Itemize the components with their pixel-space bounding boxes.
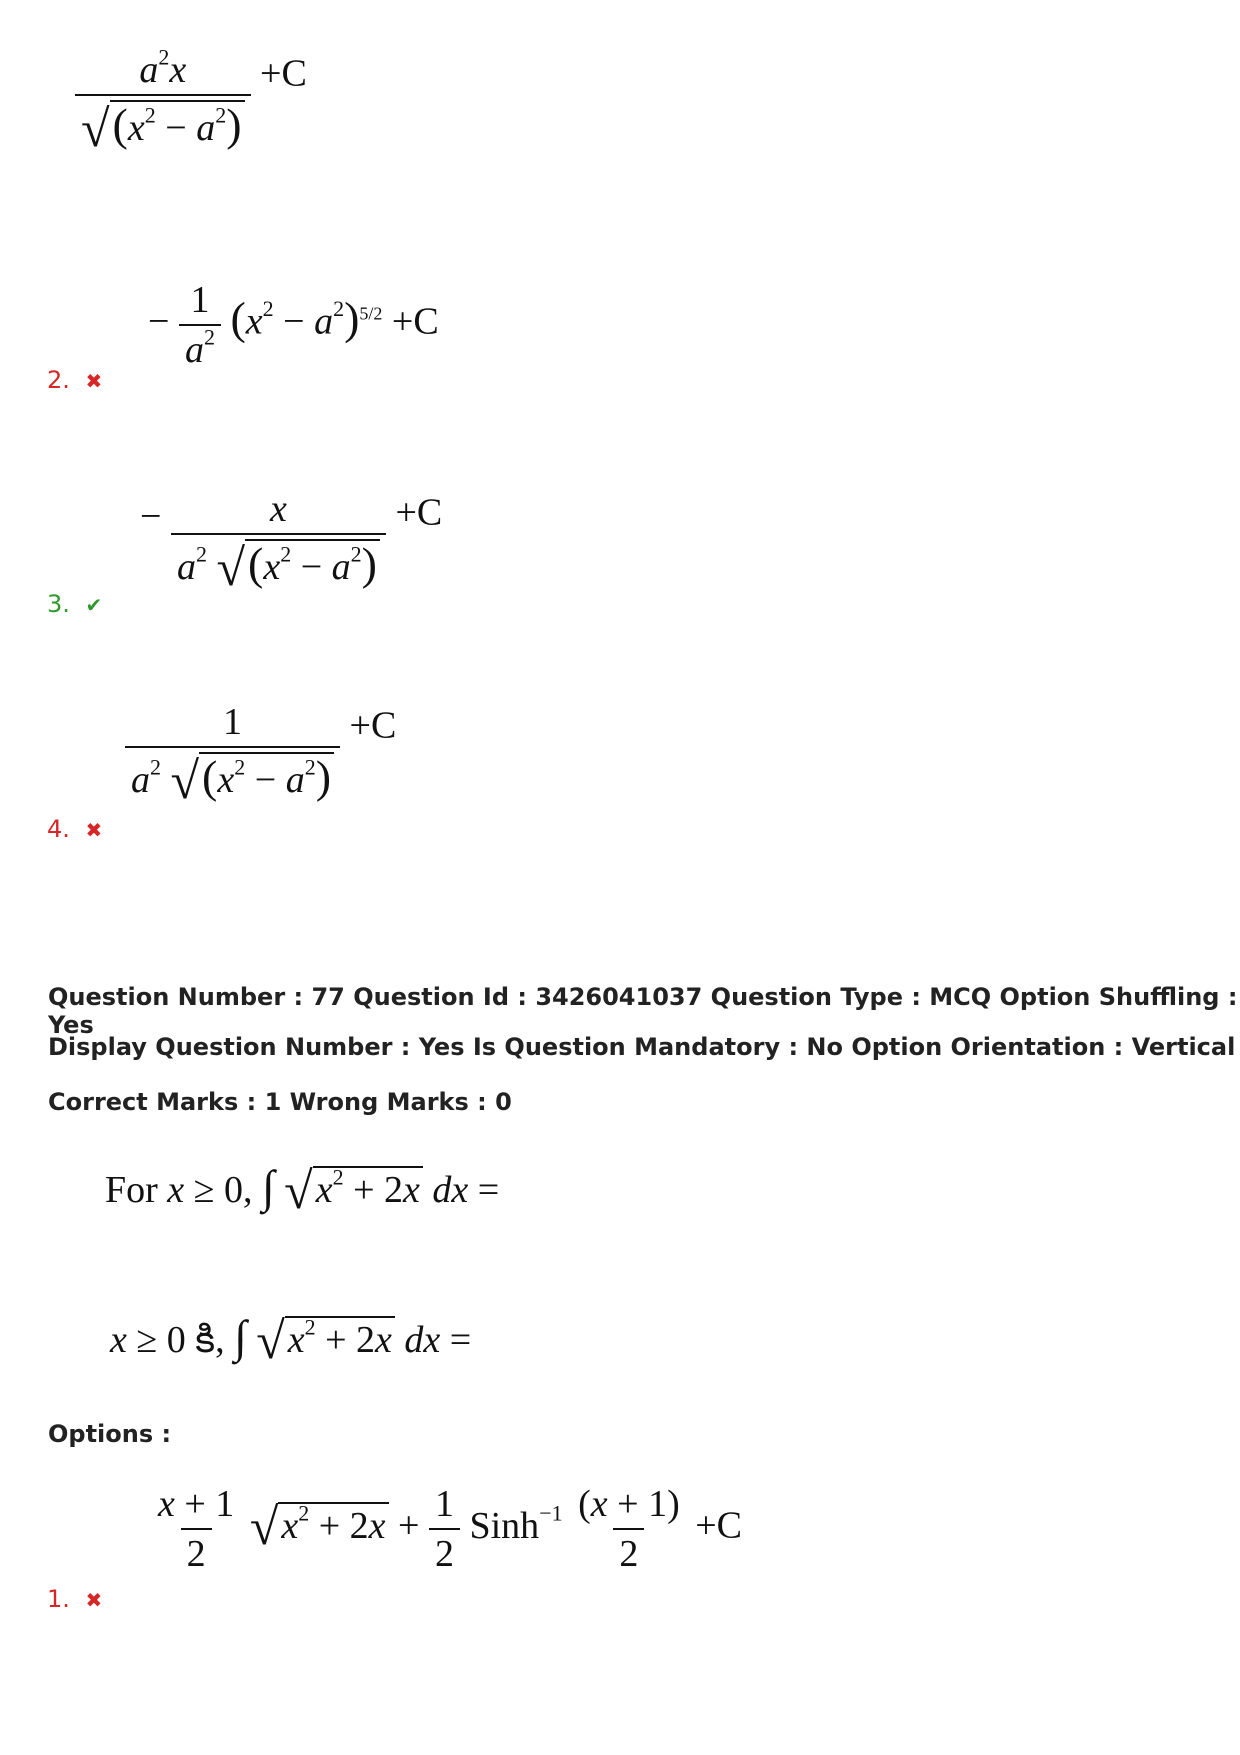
option-4-formula: 1 $a^2$ √ $(x^2 - a^2)$ +C xyxy=(125,700,396,802)
option-2-formula: − $\frac{1}{a^2}$ $(x^2 - a^2)^{5/2} +C$ xyxy=(148,279,439,371)
option-3-label-row[interactable] xyxy=(47,590,102,618)
check-icon: ✔ xyxy=(85,593,103,617)
option-2-label-row[interactable] xyxy=(47,366,102,394)
option-2-label: 2. xyxy=(47,366,70,394)
cross-icon: ✖ xyxy=(85,1588,103,1612)
question-meta-line-1: Question Number : 77 Question Id : 3426041037 Question Type : MCQ Option Shuffling : Yes xyxy=(48,983,1238,1039)
question-stem-english: For x ≥ 0, ∫ √ $x^2 + 2x$ dx = xyxy=(105,1161,500,1220)
prev-option-formula: $a^2x$ √ $(x^2 - a^2)$ +C xyxy=(75,48,307,150)
question-meta-line-2: Display Question Number : Yes Is Question Mandatory : No Option Orientation : Vertical xyxy=(48,1033,1236,1061)
option-3-formula: − x $a^2$ √ $(x^2 - a^2)$ +C xyxy=(140,488,443,597)
option-1-label: 1. xyxy=(47,1585,70,1613)
option-1-label-row[interactable] xyxy=(47,1585,102,1613)
question-meta-line-3: Correct Marks : 1 Wrong Marks : 0 xyxy=(48,1088,512,1116)
options-heading: Options : xyxy=(48,1420,172,1448)
question-stem-telugu: x ≥ 0 కి, ∫ √ $x^2 + 2x$ dx = xyxy=(110,1311,472,1370)
option-4-label-row[interactable] xyxy=(47,815,102,843)
option-1-formula: $\frac{x + 1}{2}$ √ $x^2 + 2x$ + $\frac{1}{2}$ Sinh$^{-1}$ $\frac{(x + 1)}{2}$ +C xyxy=(158,1483,743,1575)
option-3-label: 3. xyxy=(47,590,70,618)
option-4-label: 4. xyxy=(47,815,70,843)
cross-icon: ✖ xyxy=(85,818,103,842)
cross-icon: ✖ xyxy=(85,369,103,393)
